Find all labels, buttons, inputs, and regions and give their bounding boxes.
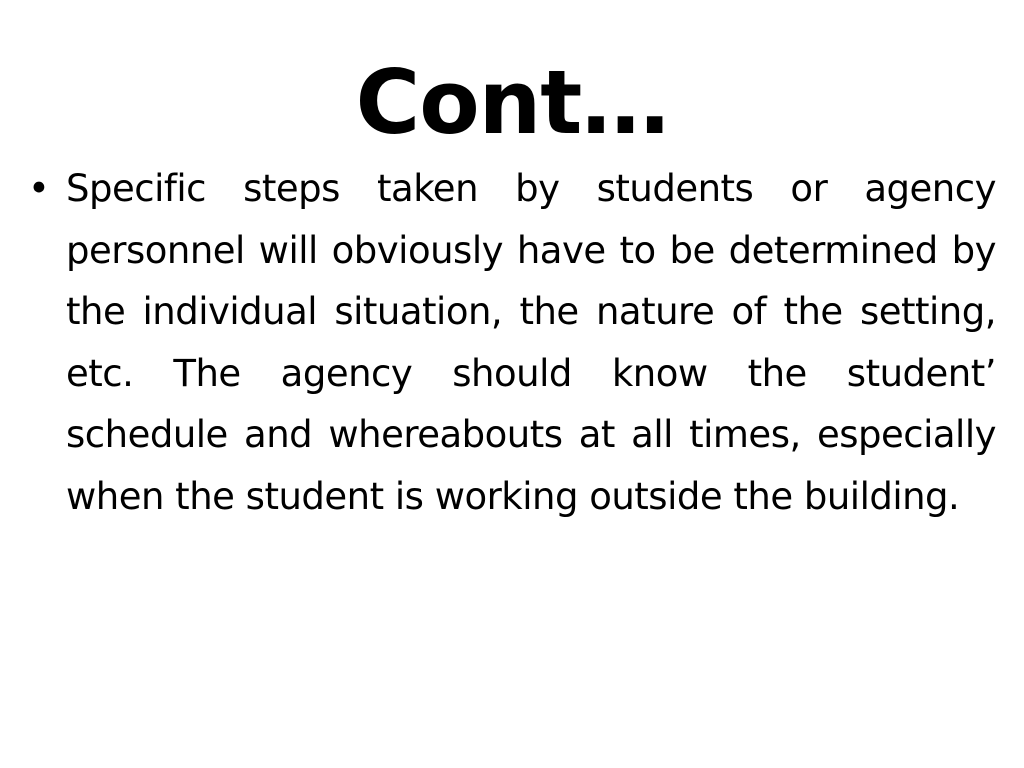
bullet-text: Specific steps taken by students or agency personnel will obviously have to be determined by the individual situation, the nature of the setting, etc. The agency should know the student’ schedule and whereabouts at all times, especially when the student is working outside the building. xyxy=(66,167,996,518)
bullet-item xyxy=(28,158,996,527)
slide-title: Cont… xyxy=(355,51,669,154)
bullet-marker: • xyxy=(28,167,50,210)
bullet-list xyxy=(28,158,996,527)
